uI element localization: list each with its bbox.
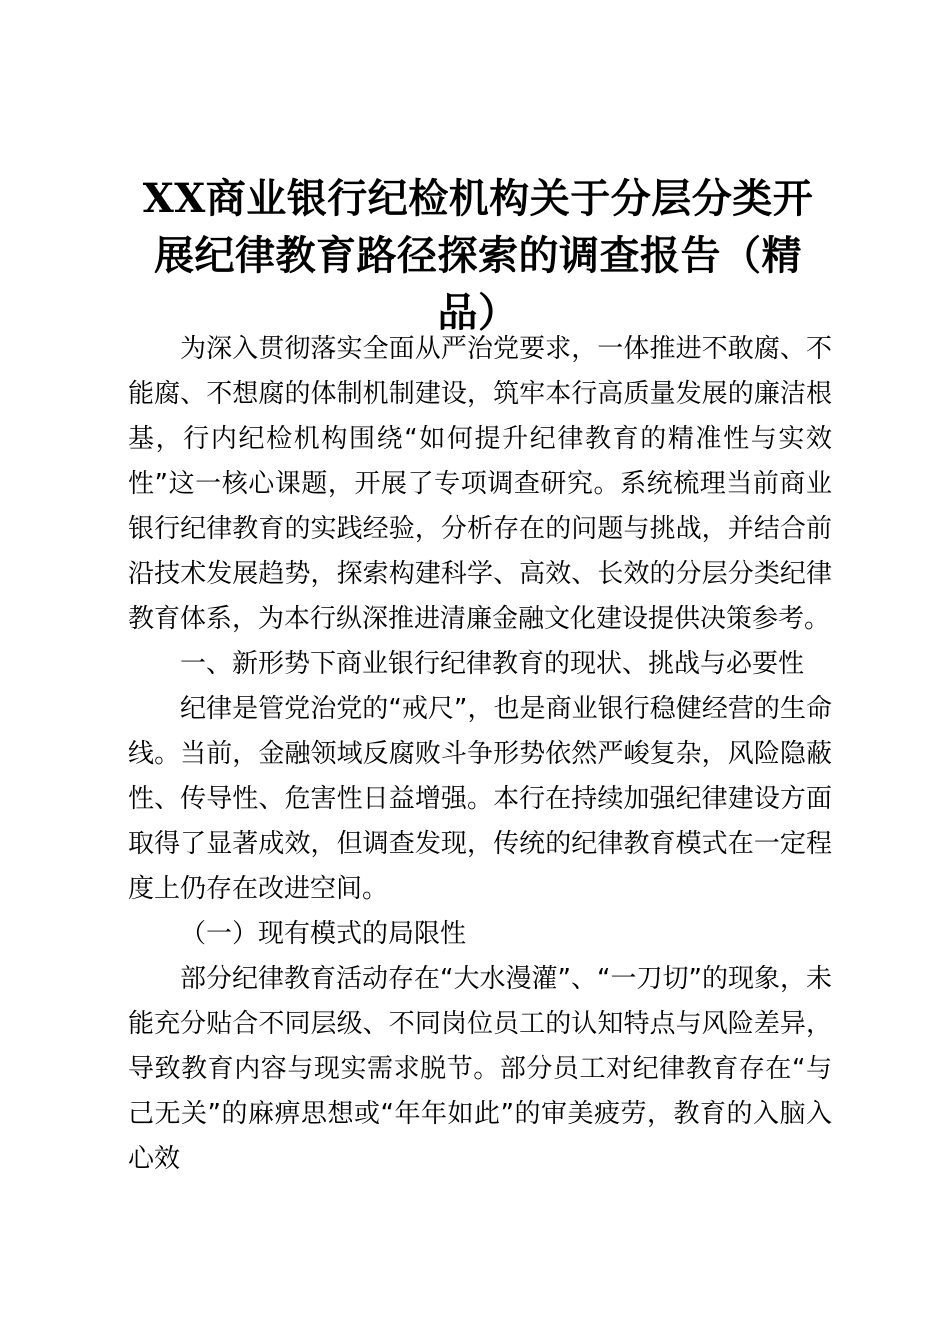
subsection-1-paragraph: 部分纪律教育活动存在“大水漫灌”、“一刀切”的现象，未能充分贴合不同层级、不同岗位员工的认知特点与风险差异，导致教育内容与现实需求脱节。部分员工对纪律教育存在“与己无关”的麻痹思想或“年年如此”的审美疲劳，教育的入脑入心效 bbox=[128, 964, 832, 1174]
document-body bbox=[128, 327, 832, 1182]
section-heading-1: 一、新形势下商业银行纪律教育的现状、挑战与必要性 bbox=[180, 649, 805, 679]
subsection-heading-1: （一）现有模式的局限性 bbox=[180, 919, 467, 949]
section-1-paragraph: 纪律是管党治党的“戒尺”，也是商业银行稳健经营的生命线。当前，金融领域反腐败斗争形势依然严峻复杂，风险隐蔽性、传导性、危害性日益增强。本行在持续加强纪律建设方面取得了显著成效，但调查发现，传统的纪律教育模式在一定程度上仍存在改进空间。 bbox=[128, 694, 832, 904]
intro-paragraph: 为深入贯彻落实全面从严治党要求，一体推进不敢腐、不能腐、不想腐的体制机制建设，筑牢本行高质量发展的廉洁根基，行内纪检机构围绕“如何提升纪律教育的精准性与实效性”这一核心课题，开展了专项调查研究。系统梳理当前商业银行纪律教育的实践经验，分析存在的问题与挑战，并结合前沿技术发展趋势，探索构建科学、高效、长效的分层分类纪律教育体系，为本行纵深推进清廉金融文化建设提供决策参考。 bbox=[128, 334, 832, 634]
document-title: XX商业银行纪检机构关于分层分类开展纪律教育路径探索的调查报告（精品） bbox=[142, 175, 814, 336]
